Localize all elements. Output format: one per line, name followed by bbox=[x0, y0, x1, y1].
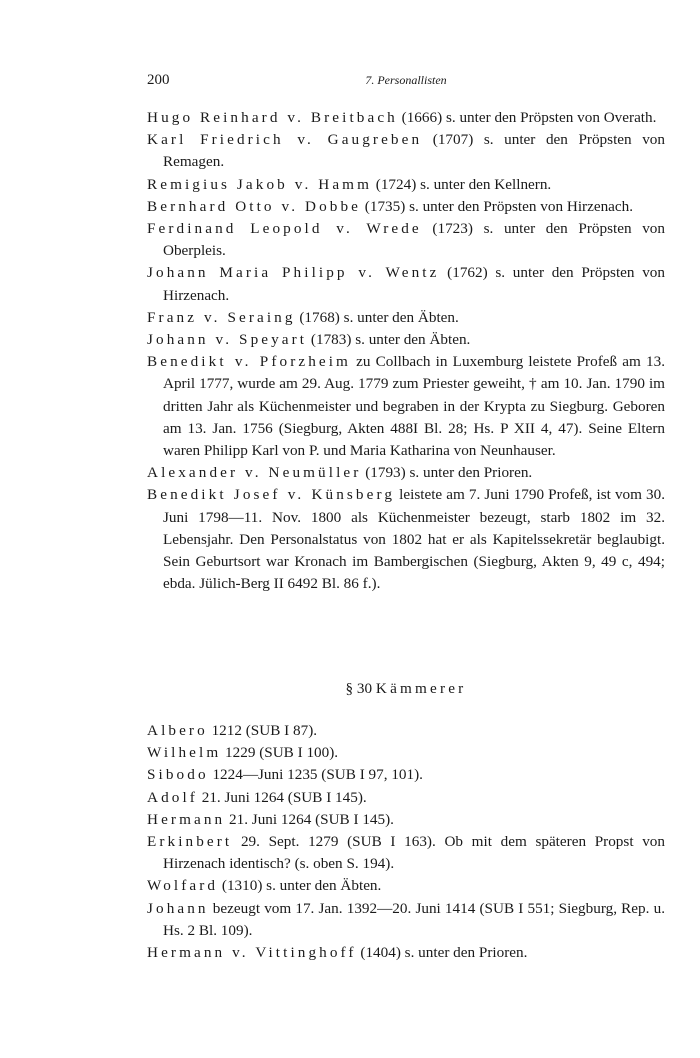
list-item bbox=[147, 742, 665, 764]
entry-text: (1735) s. unter den Pröpsten von Hirzenach. bbox=[361, 197, 634, 215]
entry-name: Johann bbox=[147, 899, 209, 917]
running-head: 7. Personallisten bbox=[365, 73, 447, 87]
entry-text: 21. Juni 1264 (SUB I 145). bbox=[197, 788, 367, 806]
entry-name: Alexander v. Neumüller bbox=[147, 464, 362, 482]
list-item bbox=[147, 787, 665, 809]
list-item bbox=[147, 262, 665, 306]
entry-name: Karl Friedrich v. Gaugreben bbox=[147, 131, 423, 149]
entry-name: Johann v. Speyart bbox=[147, 331, 308, 349]
entry-name: Erkinbert bbox=[147, 833, 233, 851]
entry-text: 21. Juni 1264 (SUB I 145). bbox=[225, 810, 394, 828]
entry-text: (1724) s. unter den Kellnern. bbox=[371, 175, 552, 193]
list-item bbox=[147, 196, 665, 218]
entry-text: (1762) s. unter den Pröpsten von Hirzenach. bbox=[163, 264, 665, 304]
list-item bbox=[147, 174, 665, 196]
entry-list-top bbox=[147, 107, 665, 595]
section-heading bbox=[147, 680, 665, 698]
entry-text: zu Collbach in Luxemburg leistete Profeß am 13. April 1777, wurde am 29. Aug. 1779 zum Priester geweiht, † am 10. Jan. 1790 im dritten Jahr als Küchenmeister und begraben in der Krypta zu Siegburg. Geboren am 13. Jan. 1756 (Siegburg, Akten 488I Bl. 28; Hs. P XII 4, 47). Seine Eltern waren Philipp Karl von P. und Maria Katharina von Neunhauser. bbox=[163, 353, 665, 460]
entry-name: Johann Maria Philipp v. Wentz bbox=[147, 264, 440, 282]
entry-name: Remigius Jakob v. Hamm bbox=[147, 175, 372, 193]
entry-text: (1783) s. unter den Äbten. bbox=[307, 331, 471, 349]
entry-text: (1310) s. unter den Äbten. bbox=[218, 877, 382, 895]
entry-name: Hermann v. Vittinghoff bbox=[147, 944, 357, 962]
entry-text: 1212 (SUB I 87). bbox=[207, 722, 318, 739]
page-header bbox=[147, 72, 665, 92]
entry-name: Adolf bbox=[147, 788, 198, 806]
entry-text: 1229 (SUB I 100). bbox=[221, 744, 339, 762]
entry-text: (1404) s. unter den Prioren. bbox=[356, 944, 528, 962]
entry-name: Benedikt v. Pforzheim bbox=[147, 353, 351, 371]
entry-text: (1666) s. unter den Pröpsten von Overath. bbox=[397, 109, 657, 126]
entry-name: Ferdinand Leopold v. Wrede bbox=[147, 220, 422, 238]
entry-text: 1224—Juni 1235 (SUB I 97, 101). bbox=[208, 766, 423, 784]
list-item bbox=[147, 484, 665, 595]
entry-text: leistete am 7. Juni 1790 Profeß, ist vom 30. Juni 1798—11. Nov. 1800 als Küchenmeister bezeugt, starb 1802 im 32. Lebensjahr. Den Personalstatus von 1802 hat er als Kapitelssekretär beglaubigt. Sein Geburtsort war Kronach im Bambergischen (Siegburg, Akten 9, 49 c, 494; ebda. Jülich-Berg II 6492 Bl. 86 f.). bbox=[163, 486, 666, 593]
list-item bbox=[147, 129, 665, 173]
entry-text: (1723) s. unter den Pröpsten von Oberpleis. bbox=[163, 220, 665, 260]
list-item bbox=[147, 107, 665, 129]
list-item bbox=[147, 942, 665, 964]
list-item bbox=[147, 307, 665, 329]
list-item bbox=[147, 809, 665, 831]
entry-name: Benedikt Josef v. Künsberg bbox=[147, 486, 396, 504]
list-item bbox=[147, 720, 665, 742]
entry-text: (1707) s. unter den Pröpsten von Remagen. bbox=[163, 131, 665, 171]
entry-name: Franz v. Seraing bbox=[147, 308, 296, 326]
entry-name: Wilhelm bbox=[147, 744, 222, 762]
list-item bbox=[147, 218, 665, 262]
entry-name: Hugo Reinhard v. Breitbach bbox=[147, 109, 398, 126]
entry-name: Hermann bbox=[147, 810, 226, 828]
entry-name: Bernhard Otto v. Dobbe bbox=[147, 197, 361, 215]
section-number: § 30 bbox=[345, 680, 373, 697]
entry-text: bezeugt vom 17. Jan. 1392—20. Juni 1414 (SUB I 551; Siegburg, Rep. u. Hs. 2 Bl. 109). bbox=[163, 899, 665, 939]
entry-list-section bbox=[147, 720, 665, 964]
list-item bbox=[147, 831, 665, 875]
list-item bbox=[147, 329, 665, 351]
entry-name: Albero bbox=[147, 722, 208, 739]
list-item bbox=[147, 764, 665, 786]
page-number: 200 bbox=[147, 72, 170, 88]
entry-text: (1768) s. unter den Äbten. bbox=[295, 308, 459, 326]
list-item bbox=[147, 875, 665, 897]
entry-name: Wolfard bbox=[147, 877, 219, 895]
list-item bbox=[147, 462, 665, 484]
entry-text: 29. Sept. 1279 (SUB I 163). Ob mit dem späteren Propst von Hirzenach identisch? (s. oben S. 194). bbox=[163, 833, 665, 873]
section-title: Kämmerer bbox=[375, 680, 467, 697]
list-item bbox=[147, 898, 665, 942]
list-item bbox=[147, 351, 665, 462]
entry-name: Sibodo bbox=[147, 766, 209, 784]
entry-text: (1793) s. unter den Prioren. bbox=[361, 464, 533, 482]
